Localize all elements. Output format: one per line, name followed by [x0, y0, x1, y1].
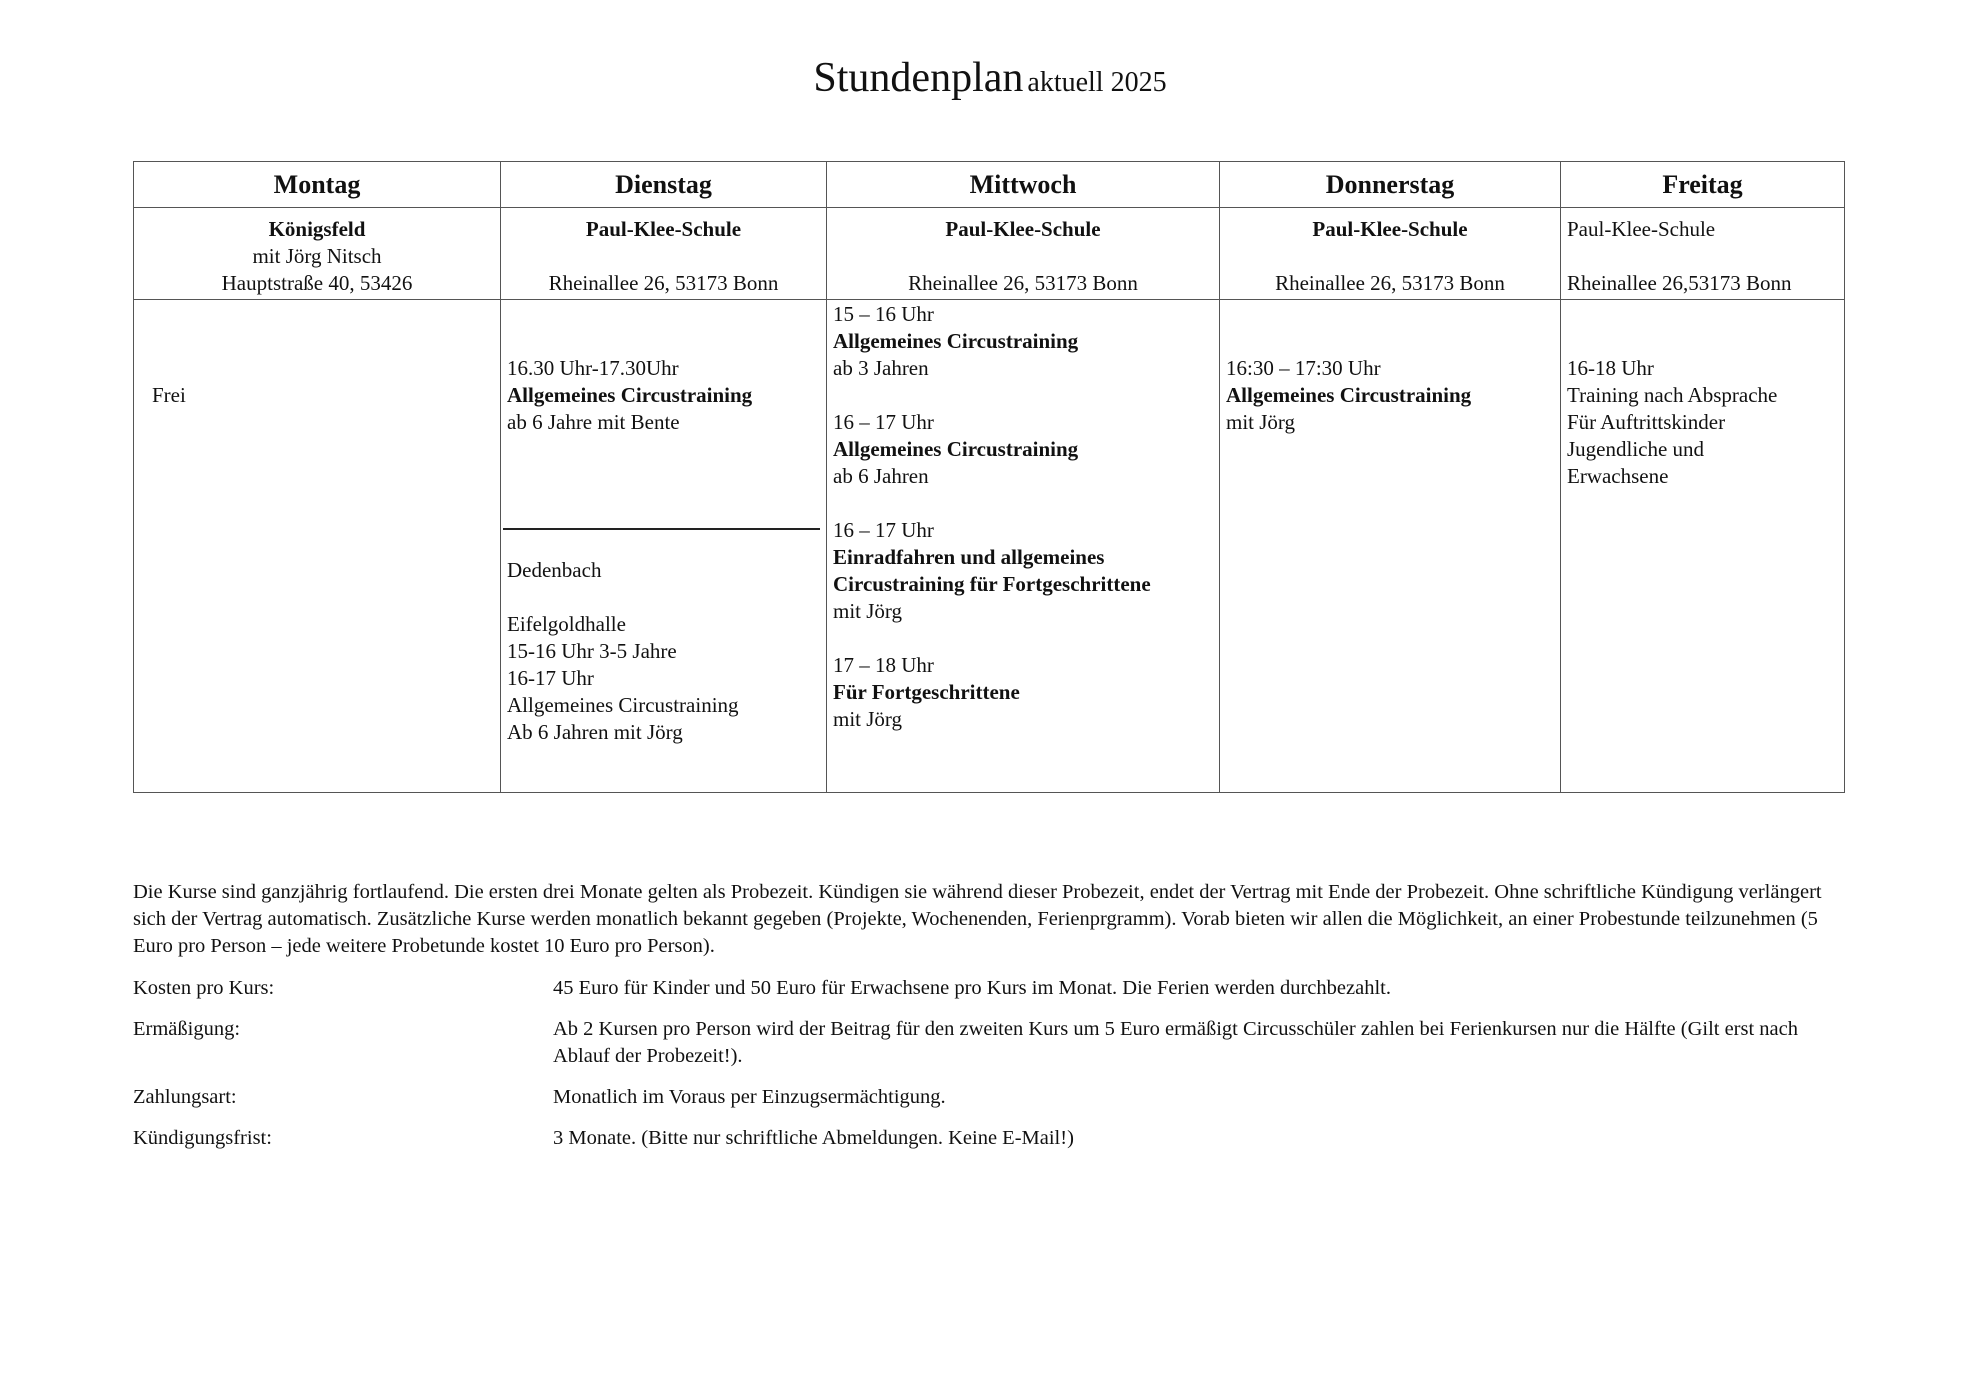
day-header-row [134, 162, 1845, 208]
courses-donnerstag [1220, 300, 1561, 793]
course-line: Erwachsene [1567, 464, 1669, 488]
extra-line: 16-17 Uhr [507, 666, 594, 690]
term-value: 45 Euro für Kinder und 50 Euro für Erwachsene pro Kurs im Monat. Die Ferien werden durchbezahlt. [553, 977, 1391, 999]
location-name: Königsfeld [268, 217, 366, 241]
course-line: Jugendliche und [1567, 437, 1705, 461]
location-mittwoch [827, 208, 1220, 300]
page-title [0, 54, 1980, 102]
term-label: Ermäßigung: [133, 1018, 241, 1040]
course-line: Für Auftrittskinder [1567, 410, 1726, 434]
location-name: Paul-Klee-Schule [945, 217, 1101, 241]
course-title: Allgemeines Circustraining [833, 437, 1079, 461]
notes-intro [133, 879, 1853, 960]
day-header-montag: Montag [134, 162, 501, 208]
term-label: Kündigungsfrist: [133, 1127, 272, 1149]
course-note: mit Jörg [1226, 410, 1296, 434]
location-address: Hauptstraße 40, 53426 [221, 271, 413, 295]
course-time: 16 – 17 Uhr [833, 518, 934, 542]
term-value: 3 Monate. (Bitte nur schriftliche Abmeldungen. Keine E-Mail!) [553, 1127, 1074, 1149]
term-value: Ab 2 Kursen pro Person wird der Beitrag für den zweiten Kurs um 5 Euro ermäßigt Circusschüler zahlen bei Ferienkursen nur die Hälfte (Gilt erst nach Ablauf der Probezeit!). [553, 1018, 1799, 1067]
day-header-donnerstag: Donnerstag [1220, 162, 1561, 208]
course-note: ab 6 Jahren [833, 464, 929, 488]
location-trainer: mit Jörg Nitsch [252, 244, 382, 268]
course-title: Circustraining für Fortgeschrittene [833, 572, 1151, 596]
location-address: Rheinallee 26,53173 Bonn [1567, 271, 1792, 295]
courses-freitag [1561, 300, 1845, 793]
courses-dienstag [501, 300, 827, 793]
course-line: Training nach Absprache [1567, 383, 1778, 407]
course-time: 16:30 – 17:30 Uhr [1226, 356, 1381, 380]
course-title: Allgemeines Circustraining [507, 383, 753, 407]
extra-line: Ab 6 Jahren mit Jörg [507, 720, 683, 744]
day-header-mittwoch: Mittwoch [827, 162, 1220, 208]
course-title: Einradfahren und allgemeines [833, 545, 1105, 569]
course-time: 16 – 17 Uhr [833, 410, 934, 434]
course-note: ab 6 Jahre mit Bente [507, 410, 680, 434]
course-note: ab 3 Jahren [833, 356, 929, 380]
day-header-freitag: Freitag [1561, 162, 1845, 208]
course-time: 16-18 Uhr [1567, 356, 1654, 380]
extra-line: 15-16 Uhr 3-5 Jahre [507, 639, 677, 663]
term-label: Zahlungsart: [133, 1086, 237, 1108]
term-value: Monatlich im Voraus per Einzugsermächtigung. [553, 1086, 946, 1108]
course-time: 17 – 18 Uhr [833, 653, 934, 677]
location-montag [134, 208, 501, 300]
location-row [134, 208, 1845, 300]
day-free-text: Frei [152, 383, 186, 407]
location-name: Paul-Klee-Schule [1567, 217, 1716, 241]
location-address: Rheinallee 26, 53173 Bonn [1275, 271, 1505, 295]
day-header-dienstag: Dienstag [501, 162, 827, 208]
title-main: Stundenplan [813, 55, 1024, 101]
extra-line: Allgemeines Circustraining [507, 693, 739, 717]
extra-place: Dedenbach [507, 558, 602, 582]
courses-montag [134, 300, 501, 793]
course-note: mit Jörg [833, 599, 903, 623]
course-time: 15 – 16 Uhr [833, 302, 934, 326]
location-name: Paul-Klee-Schule [1312, 217, 1468, 241]
course-note: mit Jörg [833, 707, 903, 731]
location-address: Rheinallee 26, 53173 Bonn [548, 271, 779, 295]
location-donnerstag [1220, 208, 1561, 300]
location-address: Rheinallee 26, 53173 Bonn [908, 271, 1138, 295]
location-freitag [1561, 208, 1845, 300]
courses-mittwoch [827, 300, 1220, 793]
term-label: Kosten pro Kurs: [133, 977, 275, 999]
notes-paragraph: Die Kurse sind ganzjährig fortlaufend. Die ersten drei Monate gelten als Probezeit. Kündigen sie während dieser Probezeit, endet der Vertrag mit Ende der Probezeit. Ohne schriftliche Kündigung verlängert sich der Vertrag automatisch. Zusätzliche Kurse werden monatlich bekannt gegeben (Projekte, Wochenenden, Ferienprgramm). Vorab bieten wir allen die Möglichkeit, an einer Probestunde teilzunehmen (5 Euro pro Person – jede weitere Probetunde kostet 10 Euro pro Person). [133, 881, 1822, 957]
course-time: 16.30 Uhr-17.30Uhr [507, 356, 679, 380]
schedule-table [133, 161, 1845, 793]
location-name: Paul-Klee-Schule [585, 217, 742, 241]
course-title: Allgemeines Circustraining [1226, 383, 1472, 407]
course-title: Allgemeines Circustraining [833, 329, 1079, 353]
course-row [134, 300, 1845, 793]
title-sub: aktuell 2025 [1027, 67, 1167, 98]
course-title: Für Fortgeschrittene [833, 680, 1020, 704]
location-dienstag [501, 208, 827, 300]
extra-hall: Eifelgoldhalle [507, 612, 626, 636]
